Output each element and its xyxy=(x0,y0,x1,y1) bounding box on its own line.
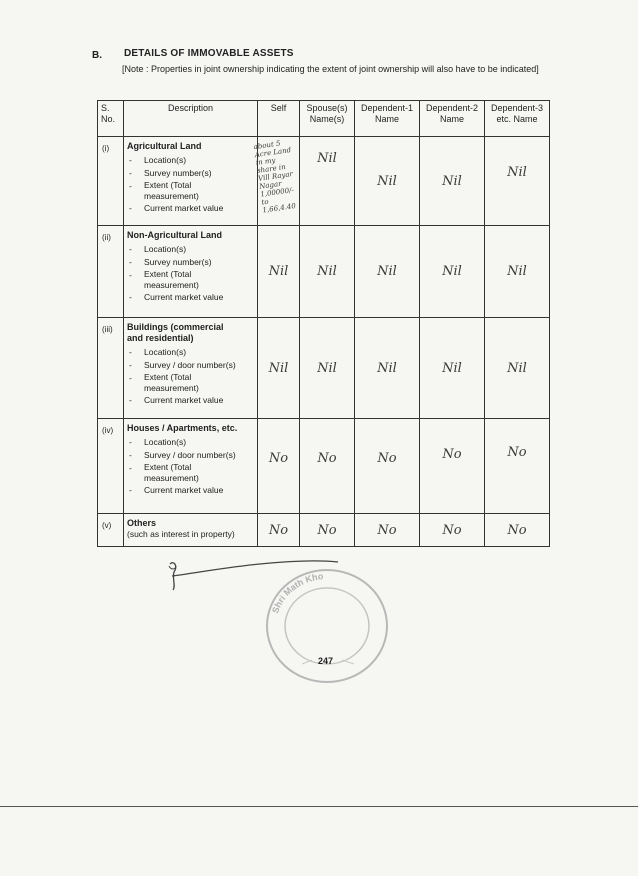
self-value: No xyxy=(258,419,300,514)
row-category: Others xyxy=(127,518,157,528)
row-description xyxy=(124,514,258,547)
self-value: Nil xyxy=(258,226,300,318)
row-items xyxy=(127,346,255,407)
header-description: Description xyxy=(124,101,258,137)
row-category: Houses / Apartments, etc. xyxy=(127,423,238,433)
scan-edge-line xyxy=(0,806,638,807)
table-row xyxy=(98,137,550,226)
dependent-3-value: Nil xyxy=(485,226,550,318)
spouse-value: Nil xyxy=(300,137,355,226)
row-description xyxy=(124,318,258,419)
dependent-1-value: Nil xyxy=(355,318,420,419)
svg-text:Shri Math Kho: Shri Math Kho xyxy=(270,571,324,615)
dependent-3-value: Nil xyxy=(485,137,550,226)
dependent-1-value: No xyxy=(355,419,420,514)
list-item: - Extent (Total measurement) xyxy=(127,180,255,202)
dependent-2-value: Nil xyxy=(420,226,485,318)
list-item: - Current market value xyxy=(127,484,255,497)
seal-stamp-icon xyxy=(262,564,392,688)
spouse-value: No xyxy=(300,514,355,547)
spouse-value: Nil xyxy=(300,318,355,419)
list-item: - Survey / door number(s) xyxy=(127,449,255,462)
list-item: - Survey number(s) xyxy=(127,167,255,180)
table-row xyxy=(98,318,550,419)
list-item: - Location(s) xyxy=(127,243,255,256)
header-spouse: Spouse(s) Name(s) xyxy=(300,101,355,137)
self-value: No xyxy=(258,514,300,547)
list-item: - Extent (Total measurement) xyxy=(127,269,255,291)
self-value: about 5 Acre Land in my share in Vill Rayar Nagar 1,00000/- to 1,66,4.40 xyxy=(258,137,300,226)
list-item: - Current market value xyxy=(127,291,255,304)
section-note: [Note : Properties in joint ownership indicating the extent of joint ownership will also have to be indicated] xyxy=(122,64,539,74)
row-items xyxy=(127,154,255,215)
row-category: Non-Agricultural Land xyxy=(127,230,222,240)
header-dependent-1: Dependent-1 Name xyxy=(355,101,420,137)
row-sno: (i) xyxy=(98,137,124,226)
dependent-2-value: No xyxy=(420,514,485,547)
dependent-2-value: Nil xyxy=(420,137,485,226)
row-sno: (iii) xyxy=(98,318,124,419)
dependent-1-value: No xyxy=(355,514,420,547)
row-category-sub: (such as interest in property) xyxy=(127,529,235,539)
section-title: DETAILS OF IMMOVABLE ASSETS xyxy=(124,48,294,59)
row-sno: (ii) xyxy=(98,226,124,318)
dependent-3-value: No xyxy=(485,514,550,547)
list-item: - Current market value xyxy=(127,202,255,215)
row-description xyxy=(124,137,258,226)
list-item: - Extent (Total measurement) xyxy=(127,462,255,484)
row-sno: (v) xyxy=(98,514,124,547)
dependent-1-value: Nil xyxy=(355,226,420,318)
page-number: 247 xyxy=(318,656,334,666)
row-items xyxy=(127,436,255,497)
table-header-row xyxy=(98,101,550,137)
list-item: - Extent (Total measurement) xyxy=(127,372,255,394)
section-letter: B. xyxy=(92,50,102,61)
table-row xyxy=(98,226,550,318)
list-item: - Location(s) xyxy=(127,346,255,359)
spouse-value: No xyxy=(300,419,355,514)
row-category: Agricultural Land xyxy=(127,141,202,151)
list-item: - Survey number(s) xyxy=(127,256,255,269)
row-category: Buildings (commercial and residential) xyxy=(127,322,224,343)
list-item: - Current market value xyxy=(127,394,255,407)
immovable-assets-table xyxy=(97,100,550,547)
row-description xyxy=(124,419,258,514)
spouse-value: Nil xyxy=(300,226,355,318)
dependent-1-value: Nil xyxy=(355,137,420,226)
header-self: Self xyxy=(258,101,300,137)
dependent-2-value: No xyxy=(420,419,485,514)
header-dependent-2: Dependent-2 Name xyxy=(420,101,485,137)
row-description xyxy=(124,226,258,318)
row-sno: (iv) xyxy=(98,419,124,514)
list-item: - Survey / door number(s) xyxy=(127,359,255,372)
list-item: - Location(s) xyxy=(127,436,255,449)
self-value: Nil xyxy=(258,318,300,419)
dependent-3-value: No xyxy=(485,419,550,514)
header-sno: S. No. xyxy=(98,101,124,137)
list-item: - Location(s) xyxy=(127,154,255,167)
dependent-2-value: Nil xyxy=(420,318,485,419)
table-row xyxy=(98,419,550,514)
table-row xyxy=(98,514,550,547)
header-dependent-3: Dependent-3 etc. Name xyxy=(485,101,550,137)
dependent-3-value: Nil xyxy=(485,318,550,419)
row-items xyxy=(127,243,255,304)
